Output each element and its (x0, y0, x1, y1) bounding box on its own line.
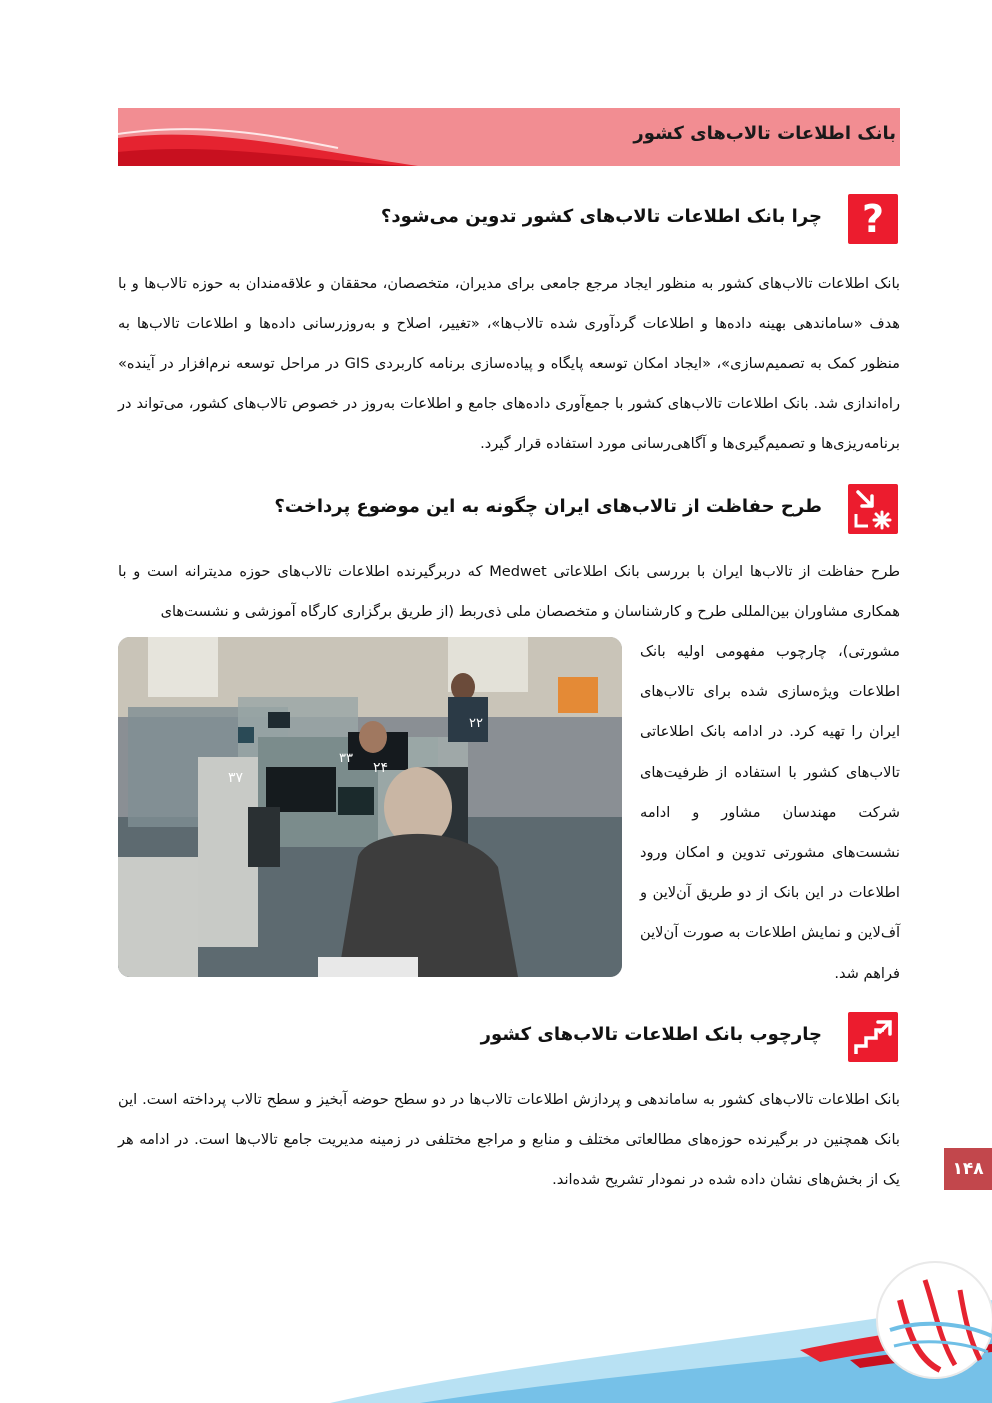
header-swoosh-decoration (118, 108, 418, 166)
station-number: ۲۲ (469, 716, 483, 731)
section-title-project: طرح حفاظت از تالاب‌های ایران چگونه به این موضوع پرداخت؟ (274, 496, 822, 517)
svg-text:?: ? (861, 197, 885, 241)
arrow-asterisk-icon (848, 484, 898, 534)
paragraph-framework: بانک اطلاعات تالاب‌های کشور به ساماندهی و پردازش اطلاعات تالاب‌ها در دو سطح حوضه آبخیز و سطح تالاب پرداخته است. این بانک همچنین در برگیرنده حوزه‌های مطالعاتی مختلف و منابع و مراجع مختلفی در زمینه مدیریت جامع تالاب‌ها است. در ادامه هر یک از بخش‌های نشان داده شده در نمودار تشریح شده‌اند. (118, 1091, 900, 1188)
bottom-wave-decoration (0, 1240, 992, 1403)
station-number: ۲۴ (372, 760, 388, 776)
computer-lab-photo (118, 637, 622, 977)
station-number: ۳۷ (227, 770, 243, 786)
paragraph-project-full: طرح حفاظت از تالاب‌ها ایران با بررسی بانک اطلاعاتی Medwet که دربرگیرنده اطلاعات تالاب‌های حوزه مدیترانه است و با همکاری مشاوران بین‌المللی طرح و کارشناسان و متخصصان ملی ذی‌ربط (از طریق برگزاری کارگاه آموزشی و نشست‌های (118, 563, 901, 620)
station-number: ۳۳ (339, 751, 353, 766)
page-number: ۱۴۸ (944, 1148, 992, 1190)
question-icon (848, 194, 898, 244)
paragraph-project-wrap: مشورتی)، چارچوب مفهومی اولیه بانک اطلاعات ویژه‌سازی شده برای تالاب‌های ایران را تهیه کرد. در ادامه بانک اطلاعاتی تالاب‌های کشور با استفاده از ظرفیت‌های شرکت مهندسان مشاور و ادامه نشست‌های مشورتی تدوین و امکان ورود اطلاعات در این بانک از دو طریق آن‌لاین و آف‌لاین و نمایش اطلاعات به صورت آن‌لاین فراهم شد. (640, 643, 900, 982)
paragraph-why: بانک اطلاعات تالاب‌های کشور به منظور ایجاد مرجع جامعی برای مدیران، متخصصان، محققان و علاقه‌مندان به حوزه تالاب‌ها و با هدف «ساماندهی بهینه داده‌ها و اطلاعات گردآوری شده تالاب‌ها»، «تغییر، اصلاح و به‌روزرسانی داده‌ها و اطلاعات تالاب‌ها به منظور کمک به تصمیم‌سازی»، «ایجاد امکان توسعه پایگاه و پیاده‌سازی برنامه کاربردی GIS در مراحل توسعه نرم‌افزار در آینده» راه‌اندازی شد. بانک اطلاعات تالاب‌های کشور با جمع‌آوری داده‌های جامع و اطلاعات به‌روز در خصوص تالاب‌های کشور، می‌تواند در برنامه‌ریزی‌ها و تصمیم‌گیری‌ها و آگاهی‌رسانی مورد استفاده قرار گیرد. (118, 275, 900, 452)
section-title-framework: چارچوب بانک اطلاعات تالاب‌های کشور (480, 1024, 822, 1045)
stairs-arrow-icon (848, 1012, 898, 1062)
section-title-why: چرا بانک اطلاعات تالاب‌های کشور تدوین می‌شود؟ (380, 206, 822, 227)
page-header-title: بانک اطلاعات تالاب‌های کشور (633, 123, 896, 144)
reed-logo-icon (877, 1262, 992, 1378)
